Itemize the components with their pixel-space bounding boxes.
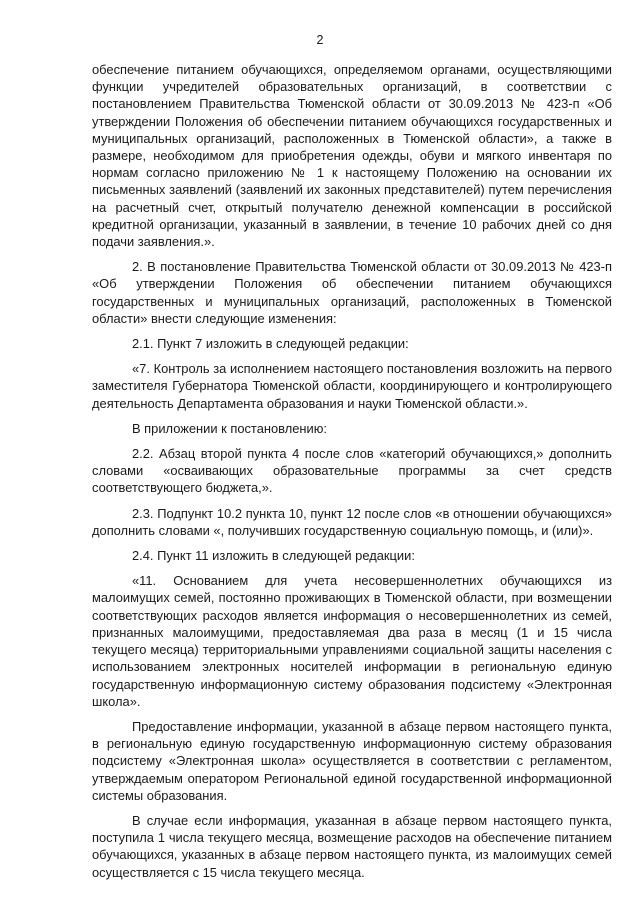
paragraph-item-2-3: 2.3. Подпункт 10.2 пункта 10, пункт 12 после слов «в отношении обучающихся» дополнить словами «, получивших государственную социальную помощь, и (или)».	[92, 505, 612, 538]
paragraph-item-2-4: 2.4. Пункт 11 изложить в следующей редакции:	[132, 548, 415, 564]
paragraph-item-2-2: 2.2. Абзац второй пункта 4 после слов «категорий обучающихся,» дополнить словами «осваивающих образовательные программы за счет средств соответствующего бюджета,».	[92, 446, 612, 496]
paragraph-item-11-quote: «11. Основанием для учета несовершеннолетних обучающихся из малоимущих семей, постоянно проживающих в Тюменской области, при возмещении соответствующих расходов является информация о несовершеннолетних из семей, признанных малоимущими, предоставляемая два раза в месяц (1 и 15 числа текущего месяца) территориальными управлениями социальной защиты населения с использованием электронных носителей информации в региональную единую государственную информационную систему образования подсистему «Электронная школа».	[92, 573, 612, 709]
paragraph-item-7-quote: «7. Контроль за исполнением настоящего постановления возложить на первого заместителя Губернатора Тюменской области, координирующего и контролирующего деятельность Департамента образования и науки Тюменской области.».	[92, 361, 612, 411]
document-body	[92, 61, 612, 889]
paragraph-item-2-1: 2.1. Пункт 7 изложить в следующей редакции:	[132, 336, 409, 352]
paragraph-continuation: обеспечение питанием обучающихся, определяемом органами, осуществляющими функции учредителей образовательных организаций, в соответствии с постановлением Правительства Тюменской области от 30.09.2013 № 423-п «Об утверждении Положения об обеспечении питанием обучающихся государственных и муниципальных организаций, расположенных в Тюменской области», а также в размере, необходимом для приобретения одежды, обуви и мягкого инвентаря по нормам согласно приложению № 1 к настоящему Положению на основании их письменных заявлений (заявлений их законных представителей) путем перечисления на расчетный счет, открытый получателю денежной компенсации в российской кредитной организации, указанный в заявлении, в течение 10 рабочих дней со дня подачи заявления.».	[92, 62, 612, 250]
paragraph-item-2: 2. В постановление Правительства Тюменской области от 30.09.2013 № 423-п «Об утверждении Положения об обеспечении питанием обучающихся государственных и муниципальных организаций, расположенных в Тюменской области» внести следующие изменения:	[92, 259, 612, 326]
paragraph-provision: Предоставление информации, указанной в абзаце первом настоящего пункта, в региональную единую государственную информационную систему образования подсистему «Электронная школа» осуществляется в соответствии с регламентом, утверждаемым оператором Региональной единой государственной информационной системы образования.	[92, 718, 612, 803]
page-number: 2	[316, 33, 324, 47]
paragraph-case: В случае если информация, указанная в абзаце первом настоящего пункта, поступила 1 числа текущего месяца, возмещение расходов на обеспечение питанием обучающихся, указанных в абзаце первом настоящего пункта, из малоимущих семей осуществляется с 15 числа текущего месяца.	[92, 812, 612, 880]
paragraph-appendix: В приложении к постановлению:	[132, 420, 327, 436]
